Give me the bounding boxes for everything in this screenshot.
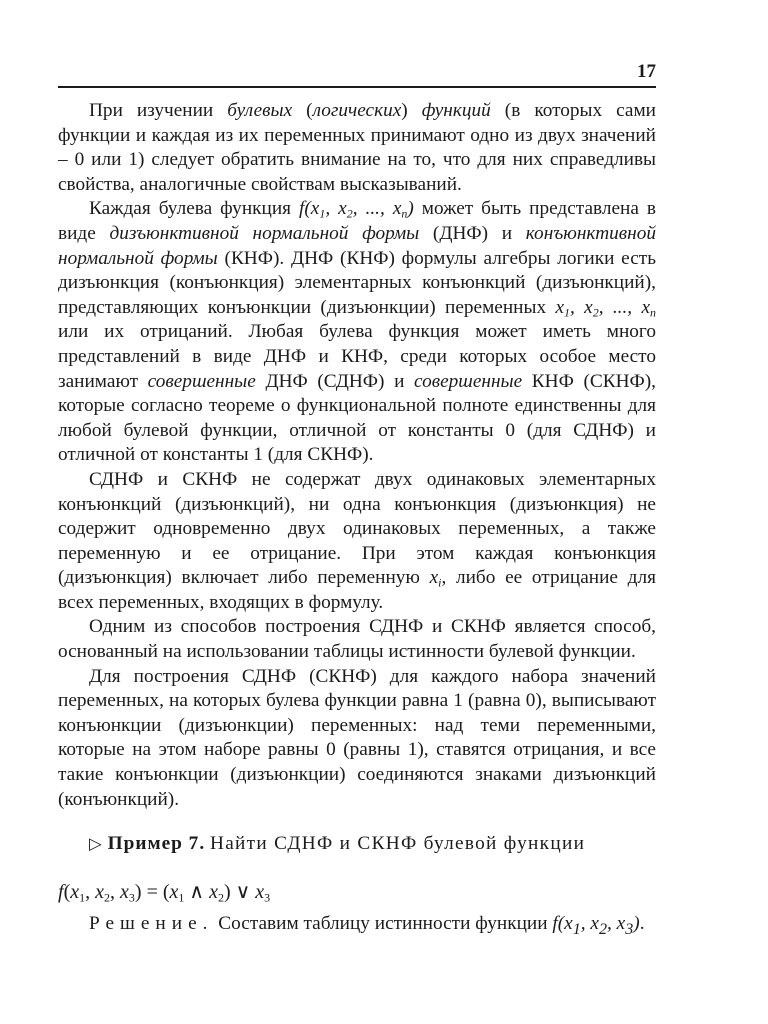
paragraph-construction-method: Одним из способов построения СДНФ и СКНФ является способ, основанный на использовании таблицы истинности булевой функции. [58, 616, 656, 663]
paragraph-boolean-functions: При изучении булевых (логических) функций (в которых сами функции и каждая из их переменных принимают одно из двух значений – 0 или 1) следует обратить внимание на то, что для них справедливы свойства, аналогичные свойствам высказываний. [58, 100, 656, 195]
example-label: Пример 7. [107, 833, 206, 855]
paragraph-dnf-cnf: Каждая булева функция $f(x_1$, $x_2$, ..., $x_n$) может быть представлена в виде дизъюнктивной нормальной формы (ДНФ) и конъюнктивной нормальной формы (КНФ). ДНФ (КНФ) формулы алгебры логики есть дизъюнкция (конъюнкция) элементарных конъюнкций (дизъюнкций), представляющих конъюнкции (дизъюнкции) переменных $x_1$, $x_2$, ..., $x_n$ или их отрицаний. Любая булева функция может иметь много представлений в виде ДНФ и КНФ, среди которых особое место занимают совершенные ДНФ (СДНФ) и совершенные КНФ (СКНФ), которые согласно теореме о функциональной полноте единственны для любой булевой функции, отличной от константы 0 (для СДНФ) и отличной от константы 1 (для СКНФ). [58, 198, 657, 466]
example-formula: $f(x_1$, $x_2$, $x_3) = (x_1$ ∧ $x_2$) ∨ $x_3$ [58, 881, 271, 905]
example-text: Найти СДНФ и СКНФ булевой функции [209, 833, 586, 855]
solution-label: Решение. [89, 913, 214, 935]
page-number: 17 [637, 61, 656, 82]
function-notation: $f(x_1$, $x_2$, ..., $x_n$) [299, 198, 414, 221]
variable-list: $x_1$, $x_2$, ..., $x_n$ [555, 296, 656, 320]
paragraph-sdnf-properties: СДНФ и СКНФ не содержат двух одинаковых элементарных конъюнкций (дизъюнкций), ни одна конъюнкция (дизъюнкция) не содержит одновременно двух одинаковых переменных, а также переменную и ее отрицание. При этом каждая конъюнкция (дизъюнкция) включает либо переменную $x_i$, либо ее отрицание для всех переменных, входящих в формулу. [58, 468, 656, 613]
paragraph-construction-rules: Для построения СДНФ (СКНФ) для каждого набора значений переменных, на которых булева функции равна 1 (равна 0), выписывают конъюнкции (дизъюнкции) переменных: над теми переменными, которые на этом наборе равны 0 (равны 1), ставятся отрицания, и все такие конъюнкции (дизъюнкции) соединяются знаками дизъюнкций (конъюнкций). [58, 665, 656, 810]
body-text [58, 99, 656, 943]
triangle-marker-icon: ▷ [89, 834, 102, 854]
header-rule [58, 86, 656, 88]
example-heading [58, 832, 656, 857]
solution-paragraph: Решение. Составим таблицу истинности функции $f(x_1$, $x_2$, $x_3$). [89, 913, 645, 938]
